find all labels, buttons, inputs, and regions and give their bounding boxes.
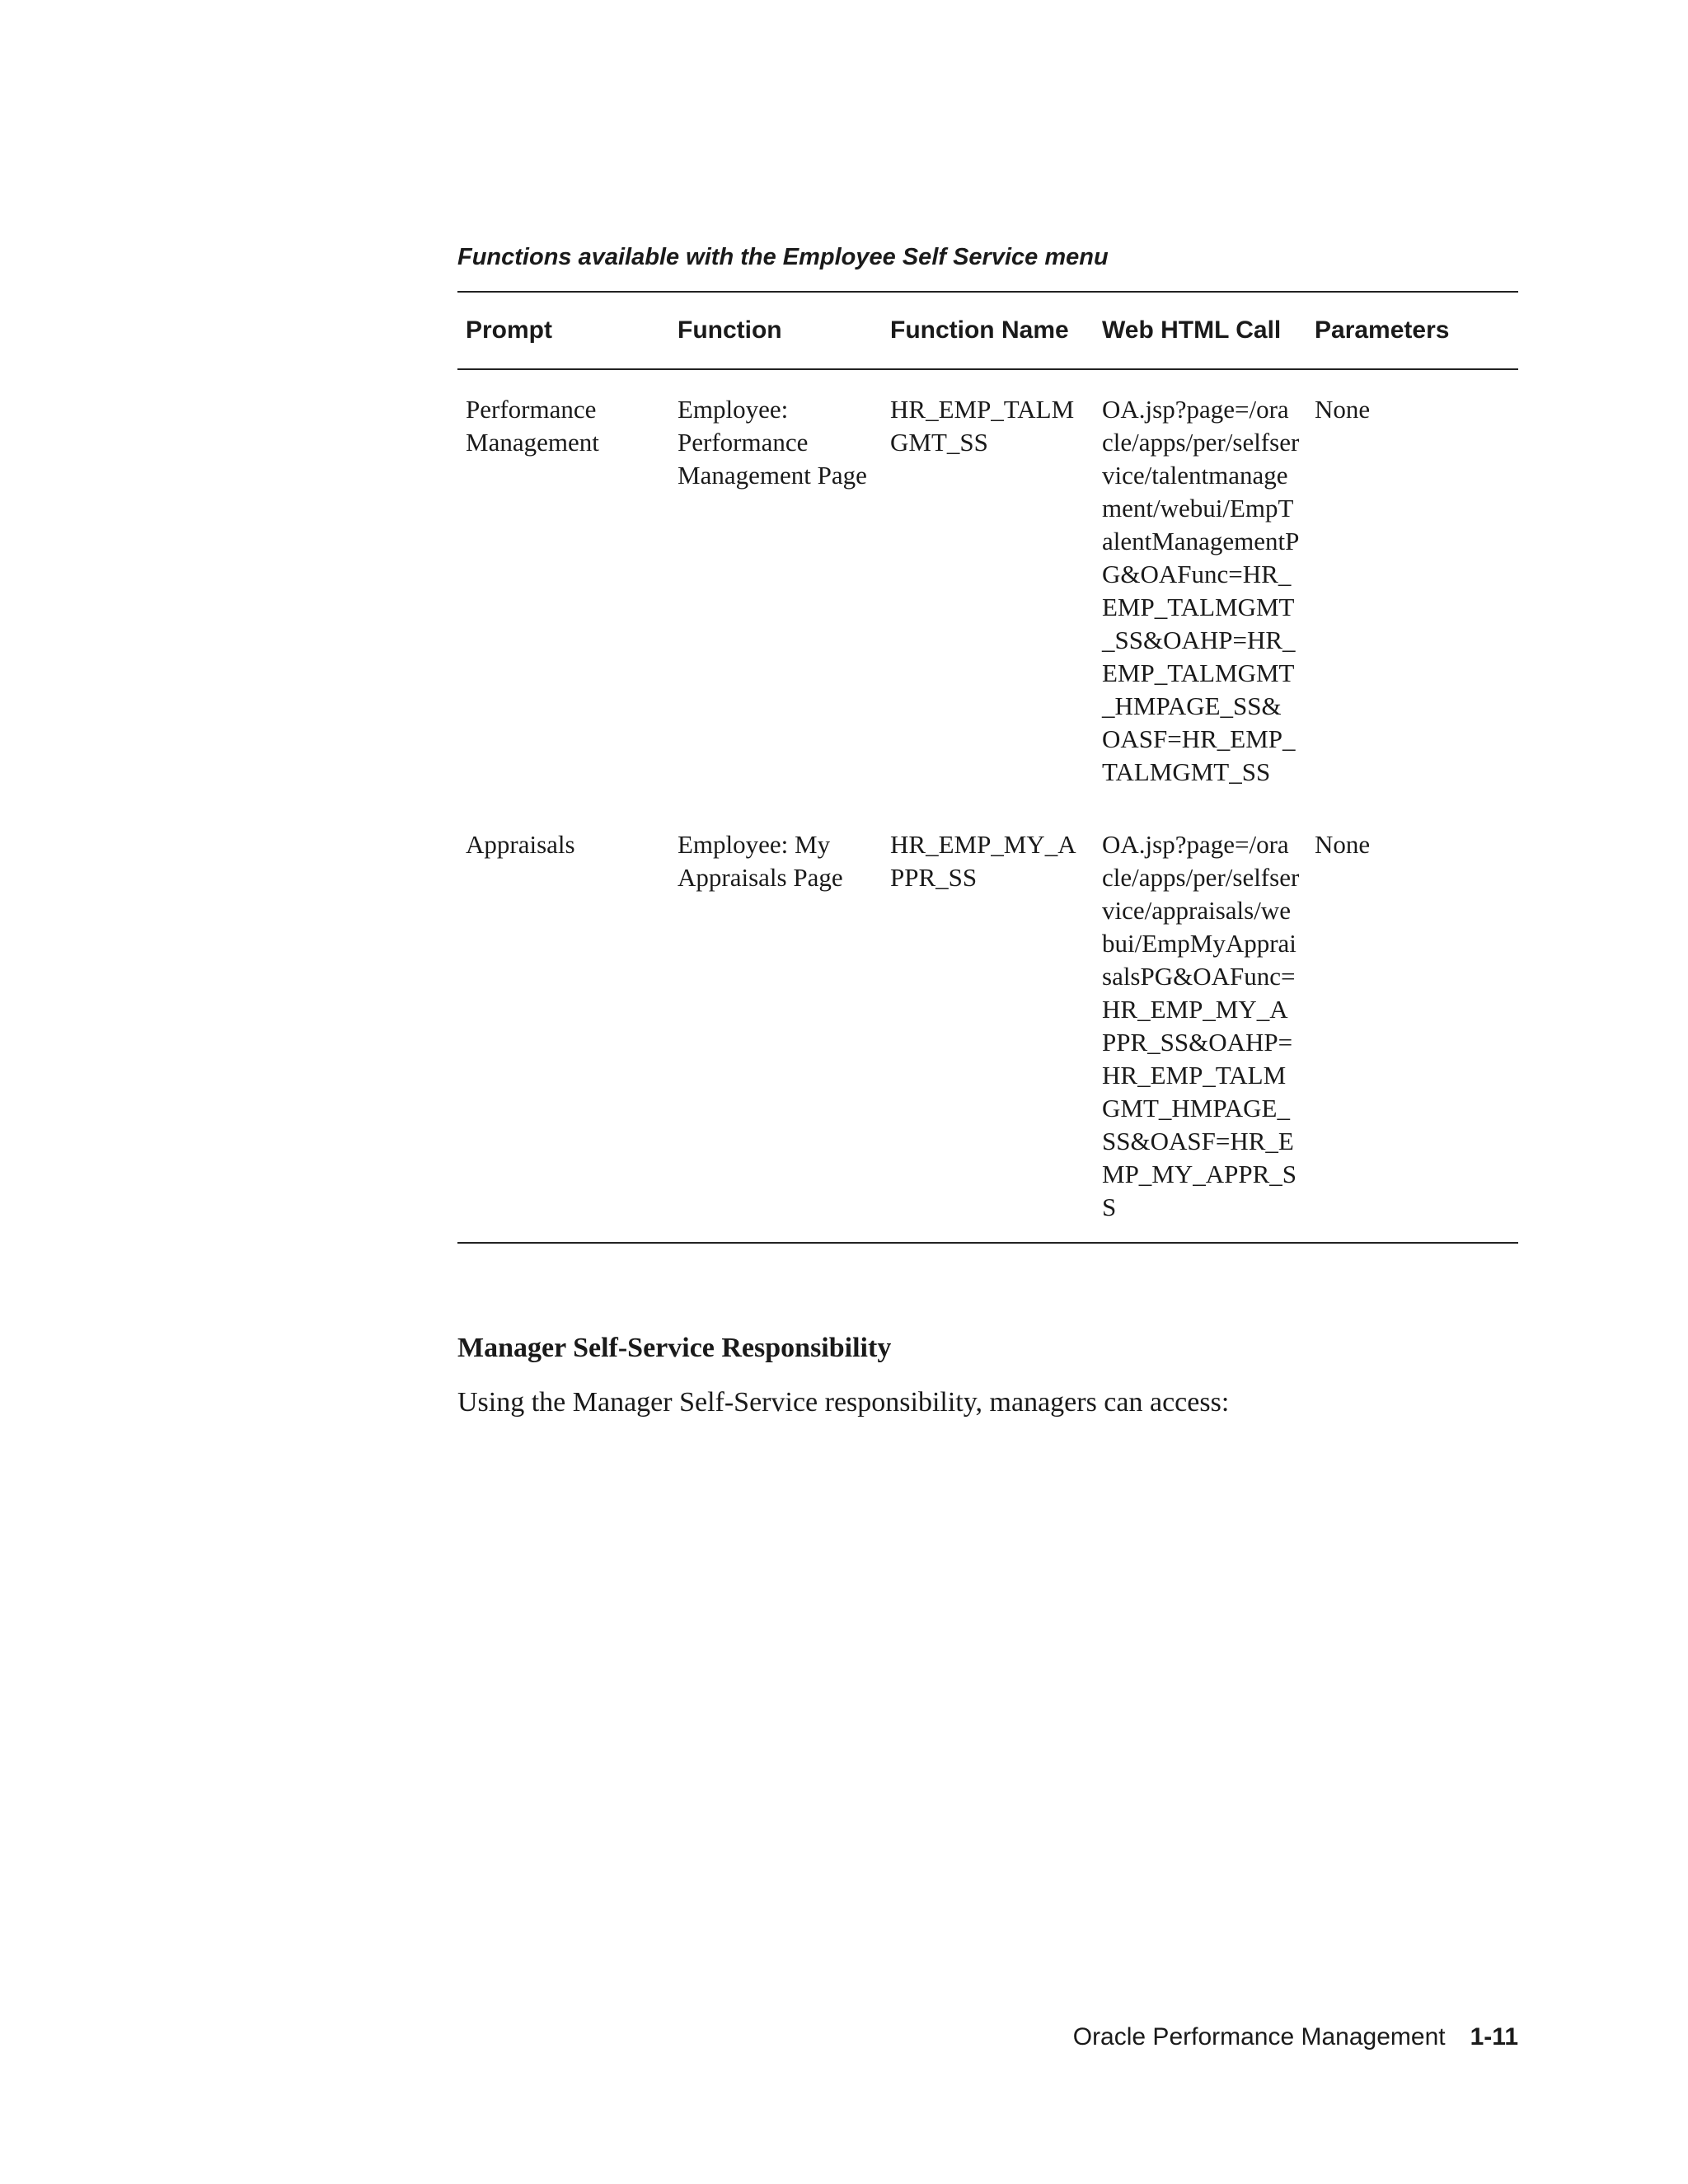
cell-web-html-call: OA.jsp?page=/oracle/apps/per/selfservice/appraisals/webui/EmpMyAppraisalsPG&OAFunc=HR_EMP_MY_APPR_SS&OAHP=HR_EMP_TALMGMT_HMPAGE_SS&OASF=HR_EMP_MY_APPR_SS (1102, 830, 1300, 1221)
functions-table (457, 291, 1518, 1244)
table-caption: Functions available with the Employee Self Service menu (457, 244, 1109, 270)
cell-prompt: Performance Management (466, 395, 599, 457)
table-header-row (457, 293, 1518, 370)
page-number: 1-11 (1470, 2023, 1518, 2050)
header-function: Function (678, 316, 782, 344)
page-footer (1073, 2022, 1518, 2052)
section-heading: Manager Self-Service Responsibility (457, 1333, 892, 1363)
cell-function: Employee: My Appraisals Page (678, 830, 843, 892)
cell-parameters: None (1315, 830, 1371, 859)
section-body-text: Using the Manager Self-Service responsibility, managers can access: (457, 1387, 1230, 1418)
cell-function: Employee: Performance Management Page (678, 395, 867, 490)
header-prompt: Prompt (466, 316, 552, 344)
table-row (457, 370, 1518, 789)
header-function-name: Function Name (890, 316, 1069, 344)
cell-function-name: HR_EMP_TALMGMT_SS (890, 395, 1075, 457)
cell-function-name: HR_EMP_MY_APPR_SS (890, 830, 1076, 892)
cell-web-html-call: OA.jsp?page=/oracle/apps/per/selfservice/talentmanagement/webui/EmpTalentManagementPG&OAFunc=HR_EMP_TALMGMT_SS&OAHP=HR_EMP_TALMGMT_HMPAGE_SS&OASF=HR_EMP_TALMGMT_SS (1102, 395, 1300, 786)
header-parameters: Parameters (1315, 316, 1450, 344)
cell-parameters: None (1315, 395, 1371, 424)
footer-title: Oracle Performance Management (1072, 2023, 1446, 2050)
cell-prompt: Appraisals (466, 830, 575, 859)
header-web-html-call: Web HTML Call (1102, 316, 1282, 344)
table-row (457, 789, 1518, 1242)
